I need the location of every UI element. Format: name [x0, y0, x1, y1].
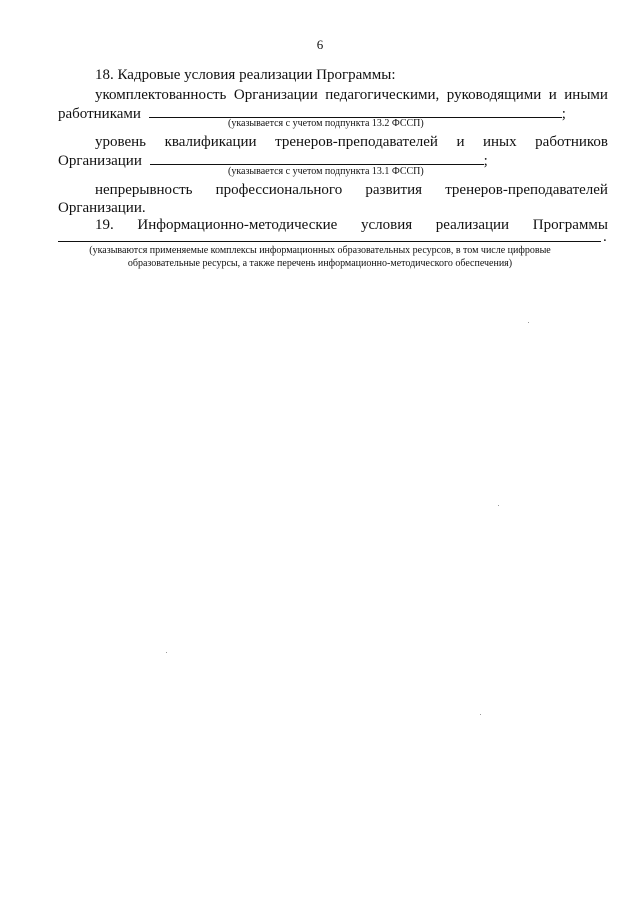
scan-speck	[528, 322, 529, 323]
item3-word: тренеров-преподавателей	[445, 182, 608, 198]
item2-word: тренеров-преподавателей	[275, 134, 438, 150]
item1-word: и	[548, 87, 557, 103]
item2-word: уровень	[95, 134, 147, 150]
section-19-note-line-2: образовательные ресурсы, а также перечень информационно-методического обеспечения)	[127, 258, 513, 269]
item1-first-line	[95, 86, 608, 104]
section-19-word: 19.	[95, 217, 114, 233]
section-19-word: реализации	[435, 217, 510, 233]
page-number: 6	[316, 37, 324, 52]
item2-word: иных	[483, 134, 517, 150]
item1-word: укомплектованность	[95, 87, 227, 103]
scan-speck	[480, 714, 481, 715]
scan-speck	[166, 652, 167, 653]
section-19-end-mark: .	[603, 229, 607, 245]
item2-end-mark: ;	[483, 153, 488, 169]
item2-continuation: Организации	[58, 153, 142, 169]
item2-word: и	[456, 134, 465, 150]
item3-word: профессионального	[215, 182, 343, 198]
item1-continuation: работниками	[58, 106, 141, 122]
item1-word: педагогическими,	[325, 87, 440, 103]
scan-speck	[498, 505, 499, 506]
section-19-word: условия	[360, 217, 413, 233]
section-18-heading: 18. Кадровые условия реализации Программы:	[95, 67, 396, 83]
section-19-heading	[95, 216, 608, 234]
item3-first-line	[95, 181, 608, 199]
item1-fill-in-blank	[149, 104, 562, 118]
item2-fill-in-blank	[150, 151, 484, 165]
item2-word: квалификации	[164, 134, 257, 150]
item2-word: работников	[535, 134, 608, 150]
item3-second-line: Организации.	[58, 200, 146, 216]
item1-word: иными	[564, 87, 608, 103]
item1-end-mark: ;	[561, 106, 566, 122]
item3-word: непрерывность	[95, 182, 193, 198]
section-19-note-line-1: (указываются применяемые комплексы информационных образовательных ресурсов, в том числе цифровые	[89, 245, 551, 256]
item1-note: (указывается с учетом подпункта 13.2 ФССП)	[228, 118, 424, 129]
section-19-fill-in-blank	[58, 241, 601, 242]
item3-word: развития	[365, 182, 423, 198]
item2-note: (указывается с учетом подпункта 13.1 ФССП)	[228, 166, 424, 177]
item1-word: руководящими	[446, 87, 542, 103]
item2-first-line	[95, 133, 608, 151]
item1-word: Организации	[233, 87, 318, 103]
section-19-word: Программы	[532, 217, 608, 233]
section-19-word: Информационно-методические	[137, 217, 338, 233]
